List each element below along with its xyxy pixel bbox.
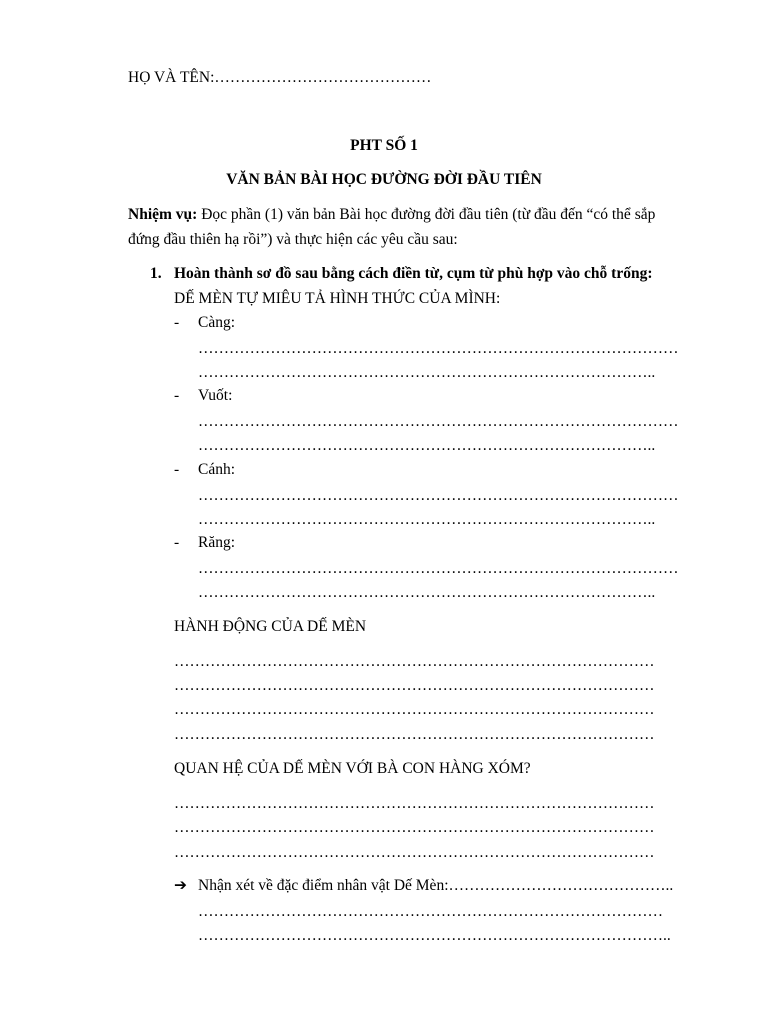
- dash-bullet: -: [174, 314, 180, 331]
- question-text: Hoàn thành sơ đồ sau bằng cách điền từ, cụm từ phù hợp vào chỗ trống:: [174, 265, 653, 282]
- fill-line[interactable]: ……………………………………..: [448, 877, 674, 894]
- item-label-cang: Càng:: [198, 314, 236, 331]
- dash-bullet: -: [174, 534, 180, 551]
- question-number: 1.: [150, 265, 162, 282]
- fill-line[interactable]: …………………………………………………………………………………: [174, 726, 655, 743]
- name-line: HỌ VÀ TÊN:……………………………………: [128, 69, 432, 86]
- worksheet-title: PHT SỐ 1: [350, 137, 418, 154]
- fill-line[interactable]: …………………………………………………………………………………: [174, 819, 655, 836]
- fill-line[interactable]: …………………………………………………………………………………: [174, 701, 655, 718]
- arrow-icon: ➔: [174, 877, 187, 894]
- task-line-1: [128, 205, 655, 225]
- fill-line[interactable]: ………………………………………………………………………………: [198, 903, 663, 920]
- actions-section-title: HÀNH ĐỘNG CỦA DẾ MÈN: [174, 618, 367, 635]
- fill-line[interactable]: ……………………………………………………………………………..: [198, 437, 656, 454]
- task-text-1: Đọc phần (1) văn bản Bài học đường đời đầu tiên (từ đầu đến “có thể sắp: [197, 206, 656, 223]
- relations-section-title: QUAN HỆ CỦA DẾ MÈN VỚI BÀ CON HÀNG XÓM?: [174, 760, 531, 777]
- comment-line: [198, 876, 673, 896]
- fill-line[interactable]: …………………………………………………………………………………: [174, 844, 655, 861]
- fill-line[interactable]: ……………………………………………………………………………..: [198, 364, 656, 381]
- dash-bullet: -: [174, 387, 180, 404]
- item-label-vuot: Vuốt:: [198, 387, 233, 404]
- worksheet-subtitle: VĂN BẢN BÀI HỌC ĐƯỜNG ĐỜI ĐẦU TIÊN: [226, 171, 542, 188]
- fill-line[interactable]: …………………………………………………………………………………: [174, 653, 655, 670]
- fill-line[interactable]: …………………………………………………………………………………: [198, 560, 679, 577]
- fill-line[interactable]: ………………………………………………………………………………..: [198, 927, 671, 944]
- task-label: Nhiệm vụ:: [128, 206, 198, 223]
- fill-line[interactable]: ……………………………………………………………………………..: [198, 511, 656, 528]
- fill-line[interactable]: …………………………………………………………………………………: [174, 677, 655, 694]
- item-label-rang: Răng:: [198, 534, 236, 551]
- fill-line[interactable]: …………………………………………………………………………………: [198, 487, 679, 504]
- dash-bullet: -: [174, 461, 180, 478]
- task-line-2: đứng đầu thiên hạ rồi”) và thực hiện các yêu cầu sau:: [128, 231, 458, 248]
- fill-line[interactable]: ……………………………………………………………………………..: [198, 584, 656, 601]
- appearance-section-title: DẾ MÈN TỰ MIÊU TẢ HÌNH THỨC CỦA MÌNH:: [174, 290, 501, 307]
- fill-line[interactable]: …………………………………………………………………………………: [174, 795, 655, 812]
- fill-line[interactable]: …………………………………………………………………………………: [198, 413, 679, 430]
- comment-label: Nhận xét về đặc điểm nhân vật Dế Mèn:: [198, 877, 449, 894]
- fill-line[interactable]: …………………………………………………………………………………: [198, 340, 679, 357]
- item-label-canh: Cánh:: [198, 461, 236, 478]
